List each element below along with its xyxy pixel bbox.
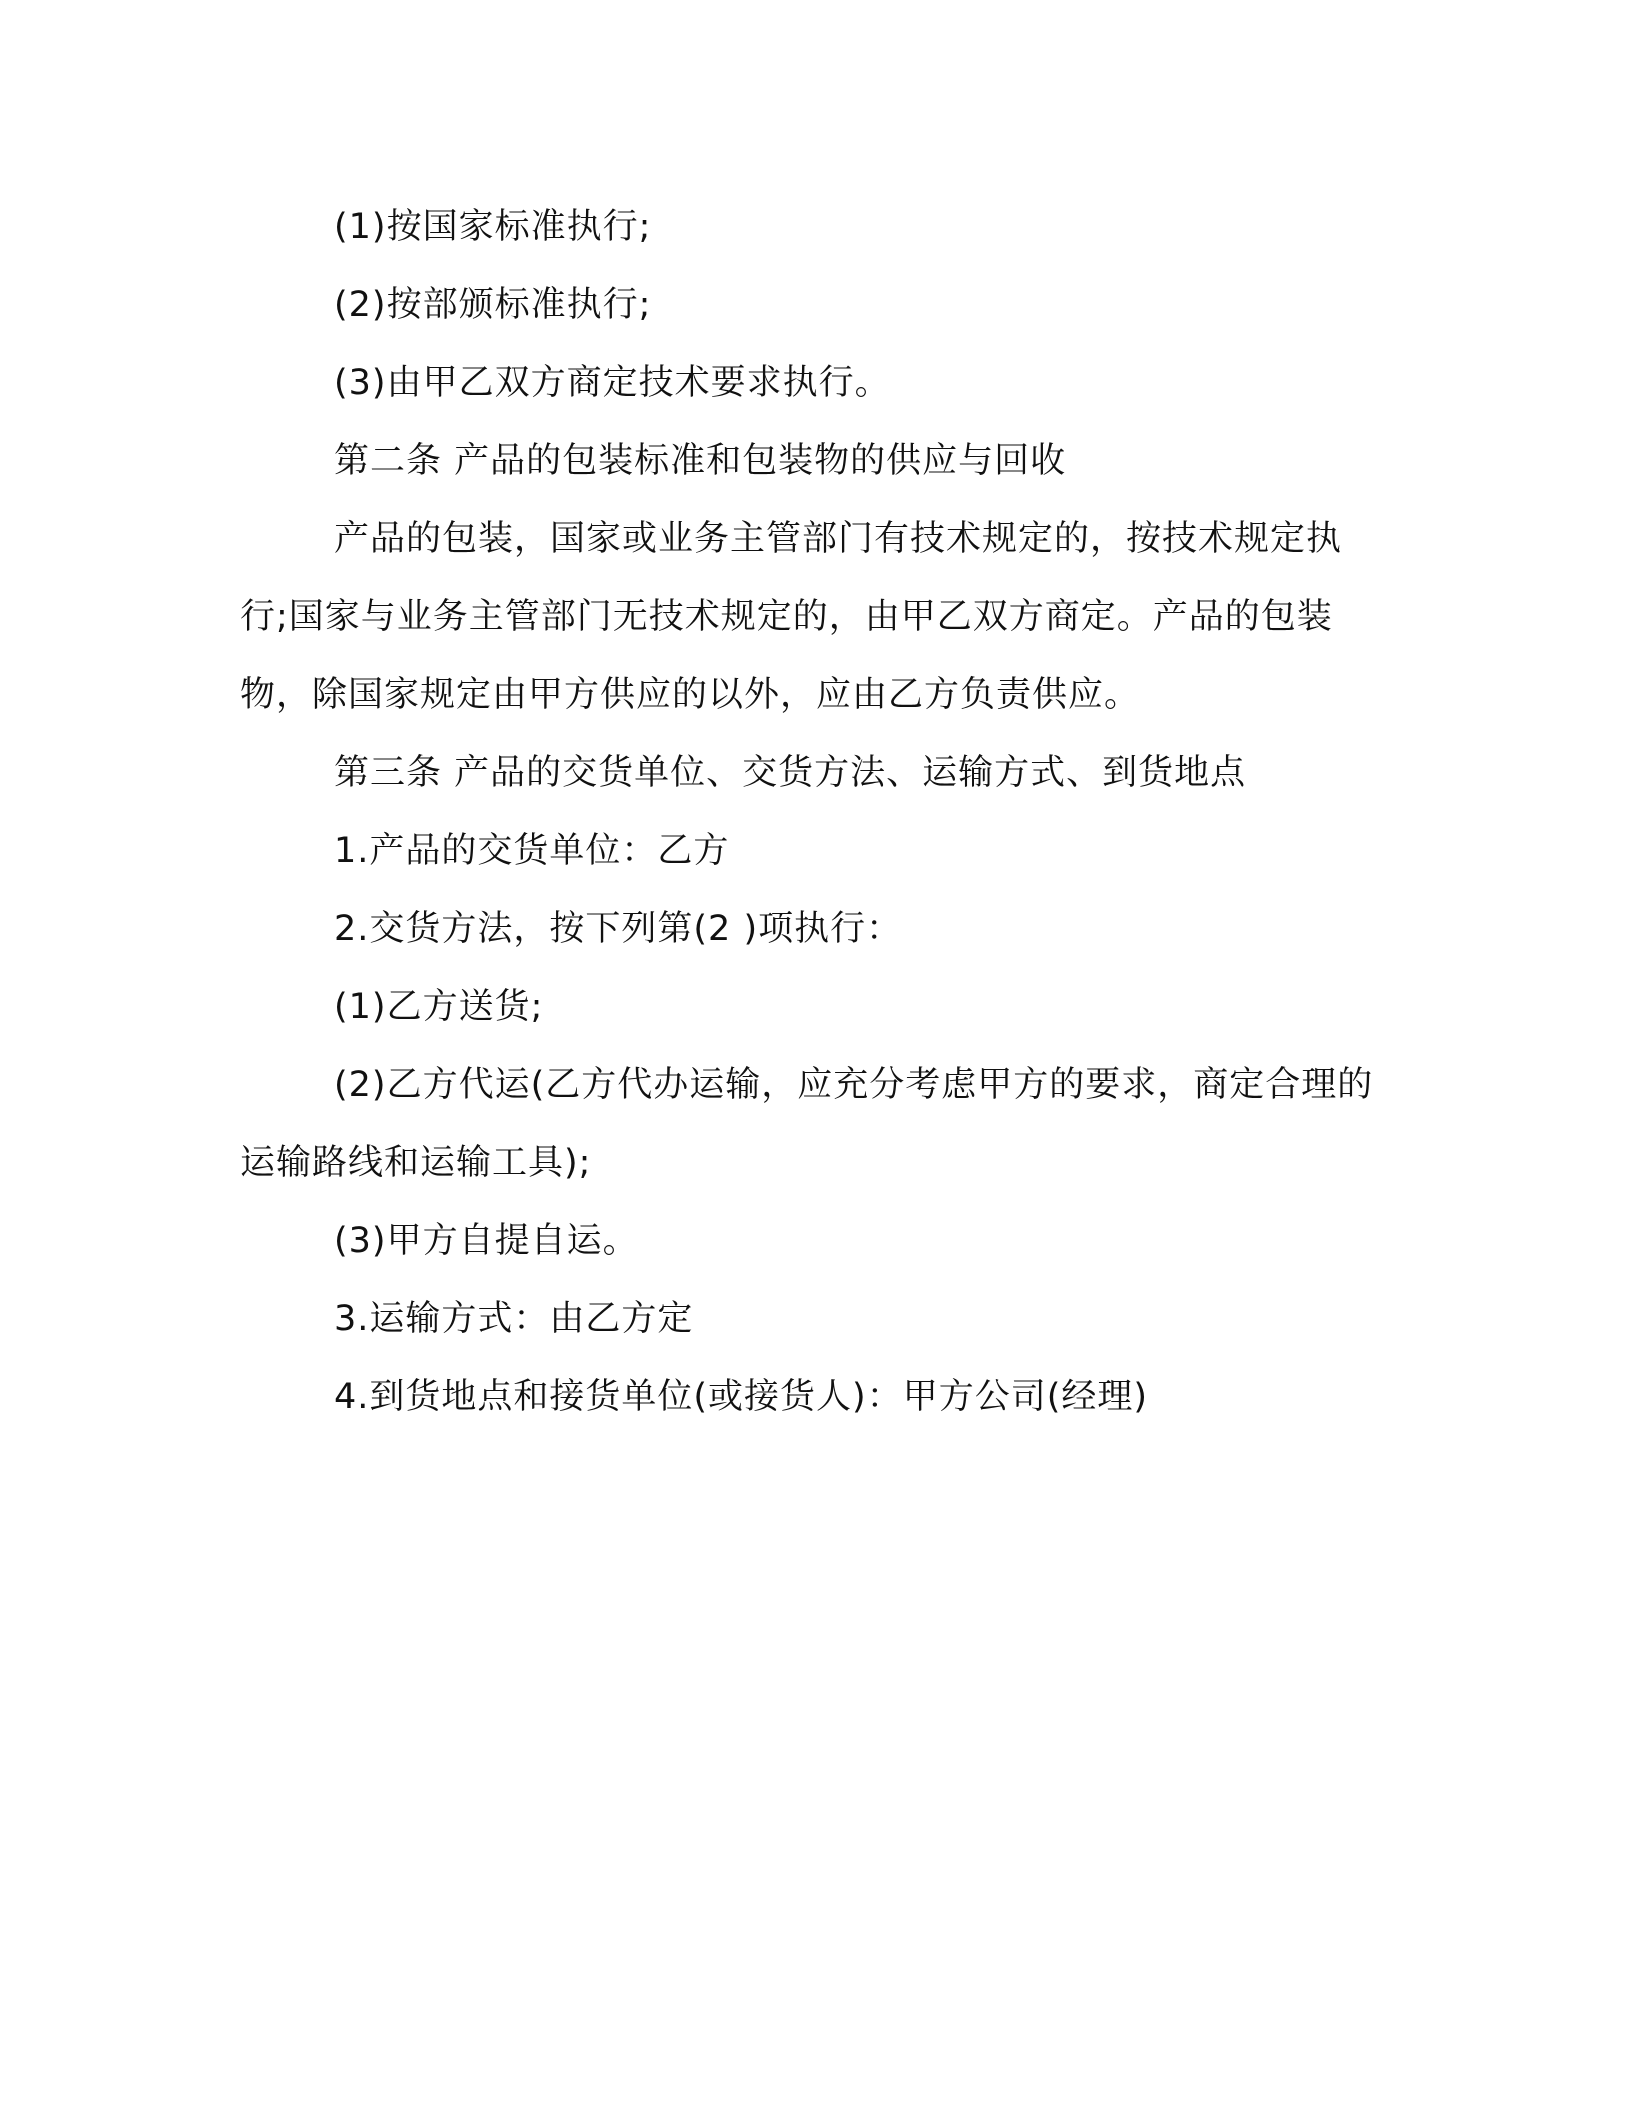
article-3-heading: 第三条 产品的交货单位、交货方法、运输方式、到货地点: [334, 753, 1247, 793]
list-item-negotiated-requirements: (3)由甲乙双方商定技术要求执行。: [334, 363, 891, 403]
delivery-method-item: 2.交货方法，按下列第(2 )项执行：: [334, 909, 903, 949]
transport-method-item: 3.运输方式：由乙方定: [334, 1299, 694, 1339]
article-2-body: 产品的包装，国家或业务主管部门有技术规定的，按技术规定执行;国家与业务主管部门无技术规定的，由甲乙双方商定。产品的包装物，除国家规定由甲方供应的以外，应由乙方负责供应。: [240, 519, 1343, 715]
article-2-heading: 第二条 产品的包装标准和包装物的供应与回收: [334, 441, 1067, 481]
list-item-buyer-pickup: (3)甲方自提自运。: [334, 1221, 639, 1261]
list-item-national-standard: (1)按国家标准执行;: [334, 207, 652, 247]
delivery-unit-item: 1.产品的交货单位：乙方: [334, 831, 730, 871]
list-item-seller-delivers: (1)乙方送货;: [334, 987, 544, 1027]
document-body: [240, 188, 1384, 1436]
list-item-seller-ships: (2)乙方代运(乙方代办运输，应充分考虑甲方的要求，商定合理的运输路线和运输工具);: [240, 1065, 1374, 1183]
list-item-ministry-standard: (2)按部颁标准执行;: [334, 285, 652, 325]
delivery-location-item: 4.到货地点和接货单位(或接货人)：甲方公司(经理): [334, 1377, 1149, 1417]
